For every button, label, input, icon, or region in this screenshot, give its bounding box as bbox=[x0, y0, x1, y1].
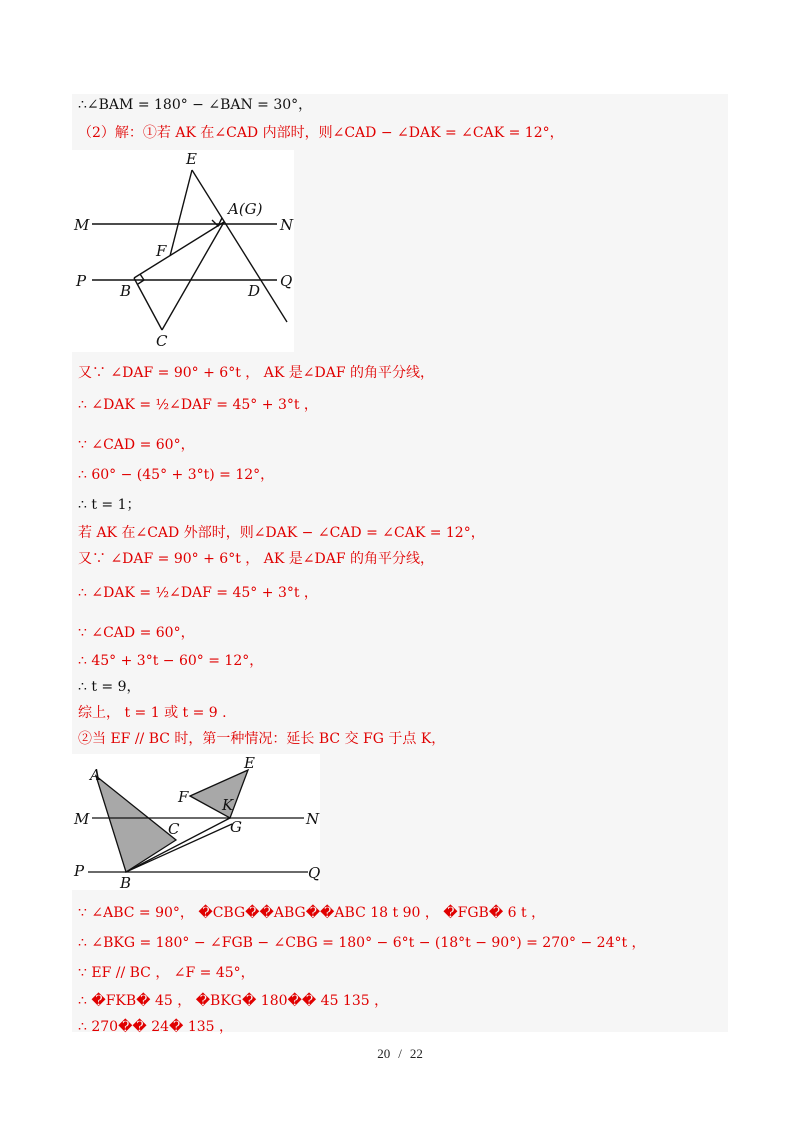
line-3: 又∵ ∠DAF = 90° + 6°t ， AK 是∠DAF 的角平分线， bbox=[78, 365, 434, 381]
line-11: ∵ ∠CAD = 60°， bbox=[78, 625, 195, 641]
label-B: B bbox=[120, 874, 132, 890]
label-B: B bbox=[120, 282, 132, 300]
line-8: 若 AK 在∠CAD 外部时，则∠DAK − ∠CAD = ∠CAK = 12°， bbox=[78, 525, 485, 541]
line-20: ∴ 270�� 24� 135 ， bbox=[78, 1019, 234, 1035]
label-A: A bbox=[90, 766, 101, 784]
line-19: ∴ �FKB� 45 ， �BKG� 180�� 45 135 ， bbox=[78, 993, 389, 1009]
line-14: 综上， t = 1 或 t = 9 . bbox=[78, 705, 227, 721]
line-12: ∴ 45° + 3°t − 60° = 12°， bbox=[78, 653, 264, 669]
line-16: ∵ ∠ABC = 90°， �CBG��ABG��ABC 18 t 90 ， �FGB� 6 t ， bbox=[78, 905, 546, 921]
label-P: P bbox=[76, 272, 87, 290]
label-C: C bbox=[168, 820, 180, 838]
label-N: N bbox=[306, 810, 320, 828]
figure-1 bbox=[72, 150, 294, 352]
label-Q: Q bbox=[280, 272, 293, 290]
page-number bbox=[0, 1046, 800, 1062]
label-Q: Q bbox=[308, 864, 320, 882]
figure-2 bbox=[72, 754, 320, 890]
line-18: ∵ EF // BC ， ∠F = 45°， bbox=[78, 965, 255, 981]
label-K: K bbox=[222, 796, 234, 814]
line-7: ∴ t = 1； bbox=[78, 497, 141, 513]
label-G: G bbox=[230, 818, 242, 836]
label-E: E bbox=[244, 754, 255, 772]
line-5: ∵ ∠CAD = 60°， bbox=[78, 437, 195, 453]
line-9: 又∵ ∠DAF = 90° + 6°t ， AK 是∠DAF 的角平分线， bbox=[78, 551, 434, 567]
current-page: 20 bbox=[377, 1046, 391, 1061]
total-pages: 22 bbox=[409, 1046, 423, 1061]
page-separator: / bbox=[398, 1046, 402, 1061]
line-10: ∴ ∠DAK = ½∠DAF = 45° + 3°t ， bbox=[78, 585, 318, 601]
label-D: D bbox=[248, 282, 261, 300]
label-E: E bbox=[186, 150, 197, 168]
label-M: M bbox=[74, 216, 90, 234]
label-F: F bbox=[156, 242, 167, 260]
line-13: ∴ t = 9， bbox=[78, 679, 141, 695]
line-6: ∴ 60° − (45° + 3°t) = 12°， bbox=[78, 467, 275, 483]
label-F: F bbox=[178, 788, 189, 806]
line-2: （2）解：①若 AK 在∠CAD 内部时，则∠CAD − ∠DAK = ∠CAK = 12°， bbox=[78, 125, 564, 141]
line-1: ∴∠BAM = 180° − ∠BAN = 30°， bbox=[78, 97, 313, 113]
label-P: P bbox=[74, 862, 85, 880]
label-N: N bbox=[280, 216, 294, 234]
label-AG: A(G) bbox=[228, 200, 263, 218]
label-C: C bbox=[156, 332, 168, 350]
label-M: M bbox=[74, 810, 90, 828]
line-4: ∴ ∠DAK = ½∠DAF = 45° + 3°t ， bbox=[78, 397, 318, 413]
line-17: ∴ ∠BKG = 180° − ∠FGB − ∠CBG = 180° − 6°t − (18°t − 90°) = 270° − 24°t ， bbox=[78, 935, 646, 951]
line-15: ②当 EF // BC 时，第一种情况：延长 BC 交 FG 于点 K， bbox=[78, 731, 446, 747]
